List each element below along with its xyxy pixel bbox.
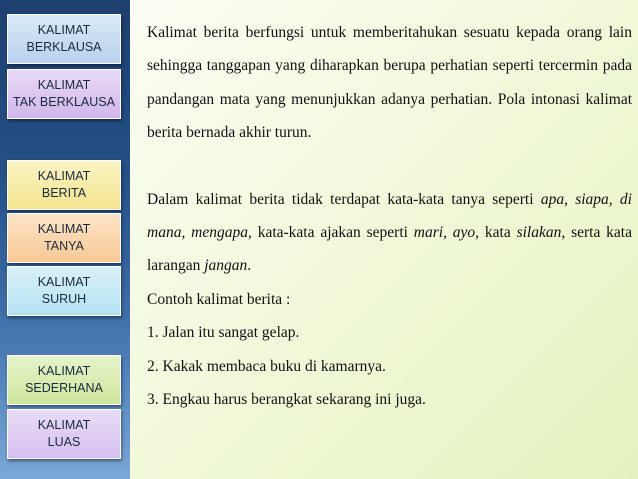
p2-text-1: Dalam kalimat berita tidak terdapat kata-kata tanya seperti (147, 190, 541, 208)
content-text (147, 16, 632, 416)
p2-text-2: , kata-kata ajakan seperti (247, 224, 414, 242)
p2-text-4: , serta kata larangan (147, 224, 632, 275)
p2-italic-jangan: jangan (204, 257, 248, 275)
p2-text-3: kata (479, 224, 517, 242)
paragraph-definition: Kalimat berita berfungsi untuk memberitahukan sesuatu kepada orang lain sehingga tanggapan yang diharapkan berupa perhatian seperti tercermin pada pandangan mata yang menunjukkan adanya perhatian. Pola intonasi kalimat berita bernada akhir turun. (147, 24, 632, 142)
paragraph-characteristics (147, 183, 632, 283)
example-item: 1. Jalan itu sangat gelap. (147, 324, 300, 342)
p2-text-5: . (247, 257, 252, 275)
nav-button-kalimat-berita[interactable]: KALIMAT BERITA (7, 160, 121, 210)
nav-button-kalimat-sederhana[interactable]: KALIMAT SEDERHANA (7, 355, 121, 405)
nav-button-kalimat-tanya[interactable]: KALIMAT TANYA (7, 213, 121, 263)
examples-heading: Contoh kalimat berita : (147, 290, 291, 308)
nav-button-kalimat-luas[interactable]: KALIMAT LUAS (7, 409, 121, 459)
nav-button-kalimat-berklausa[interactable]: KALIMAT BERKLAUSA (7, 14, 121, 64)
nav-button-kalimat-suruh[interactable]: KALIMAT SURUH (7, 266, 121, 316)
sidebar (0, 0, 130, 479)
p2-italic-question-words: apa, siapa, di mana, mengapa (147, 190, 632, 242)
example-item: 2. Kakak membaca buku di kamarnya. (147, 357, 386, 375)
example-item: 3. Engkau harus berangkat sekarang ini juga. (147, 391, 426, 409)
p2-italic-invitation-words: mari, ayo, (413, 224, 480, 242)
nav-button-kalimat-tak-berklausa[interactable]: KALIMAT TAK BERKLAUSA (7, 69, 121, 119)
p2-italic-silakan: silakan (516, 224, 562, 242)
